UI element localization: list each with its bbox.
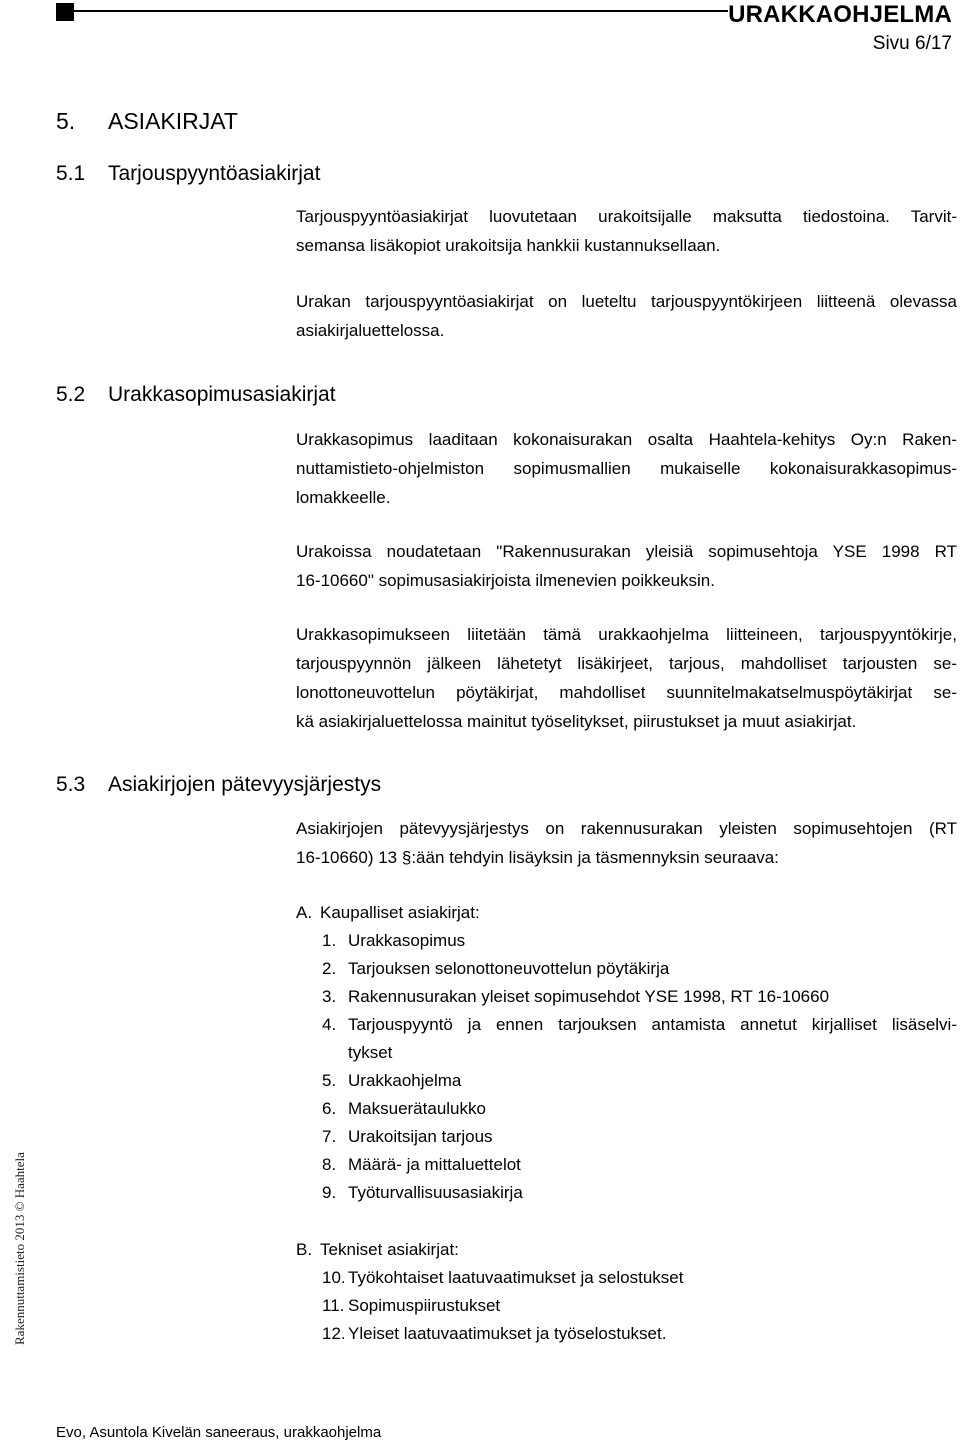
text-line: Urakoissa noudatetaan "Rakennusurakan yleisiä sopimusehtoja YSE 1998 RT: [296, 542, 957, 561]
list-item-text: Työkohtaiset laatuvaatimukset ja selostukset: [348, 1268, 684, 1287]
list-item-text: Urakkasopimus: [348, 931, 466, 950]
list-item-text: Sopimuspiirustukset: [348, 1296, 501, 1315]
list-item-number: 6.: [322, 1099, 337, 1118]
list-item: [296, 1292, 957, 1320]
list-item-text: Tarjouspyyntö ja ennen tarjouksen antamista annetut kirjalliset lisäselvi-: [348, 1015, 957, 1034]
list-item-text: Yleiset laatuvaatimukset ja työselostukset.: [348, 1324, 667, 1343]
section-title: Tarjouspyyntöasiakirjat: [108, 162, 321, 185]
text-line: Urakkasopimukseen liitetään tämä urakkaohjelma liitteineen, tarjouspyyntökirje,: [296, 625, 957, 644]
list-item: [296, 1264, 957, 1292]
text-line: semansa lisäkopiot urakoitsija hankkii kustannuksellaan.: [296, 236, 721, 255]
section-5-2-heading: [56, 383, 336, 407]
list-item-number: 9.: [322, 1183, 337, 1202]
list-item-text: Maksuerätaulukko: [348, 1099, 486, 1118]
list-group-title: Kaupalliset asiakirjat:: [320, 903, 480, 922]
list-group-title: Tekniset asiakirjat:: [320, 1240, 459, 1259]
section-title: Urakkasopimusasiakirjat: [108, 383, 336, 406]
paragraph-5-2-2: [296, 537, 957, 595]
section-number: 5.: [56, 108, 76, 134]
list-item-text: Määrä- ja mittaluettelot: [348, 1155, 521, 1174]
list-item-text: tykset: [348, 1043, 393, 1062]
section-number: 5.3: [56, 773, 86, 796]
text-line: kä asiakirjaluettelossa mainitut työselitykset, piirustukset ja muut asiakirjat.: [296, 712, 857, 731]
text-line: 16-10660) 13 §:ään tehdyin lisäyksin ja täsmennyksin seuraava:: [296, 848, 779, 867]
text-line: tarjouspyynnön jälkeen lähetetyt lisäkirjeet, tarjous, mahdolliset tarjousten se-: [296, 654, 957, 673]
paragraph-5-1-2: [296, 287, 957, 345]
list-item: [296, 1011, 957, 1039]
list-item-continuation: [296, 1039, 957, 1067]
list-item: [296, 1067, 957, 1095]
precedence-list-b: [296, 1236, 957, 1348]
text-line: lonottoneuvottelun pöytäkirjat, mahdolliset suunnitelmakatselmuspöytäkirjat se-: [296, 683, 957, 702]
section-5-1-heading: [56, 162, 320, 186]
list-group-label: B.: [296, 1240, 313, 1259]
paragraph-5-1-1: [296, 202, 957, 260]
precedence-list-a: [296, 899, 957, 1207]
list-item: [296, 1179, 957, 1207]
text-line: nuttamistieto-ohjelmiston sopimusmallien mukaiselle kokonaisurakkasopimus-: [296, 459, 957, 478]
list-group-heading: [296, 1236, 957, 1264]
list-item-number: 8.: [322, 1155, 337, 1174]
header-square-mark: [56, 3, 74, 21]
list-group-label: A.: [296, 903, 313, 922]
list-item: [296, 955, 957, 983]
page-number: Sivu 6/17: [872, 33, 952, 54]
text-line: 16-10660" sopimusasiakirjoista ilmenevien poikkeuksin.: [296, 571, 715, 590]
header-rule: [74, 10, 728, 12]
section-5-3-heading: [56, 773, 381, 797]
text-line: Asiakirjojen pätevyysjärjestys on rakennusurakan yleisten sopimusehtojen (RT: [296, 819, 957, 838]
paragraph-5-3-1: [296, 814, 957, 872]
text-line: Urakan tarjouspyyntöasiakirjat on lueteltu tarjouspyyntökirjeen liitteenä olevassa: [296, 292, 957, 311]
list-item-number: 2.: [322, 959, 337, 978]
text-line: lomakkeelle.: [296, 488, 391, 507]
list-group-heading: [296, 899, 957, 927]
list-item-number: 7.: [322, 1127, 337, 1146]
section-5-heading: [56, 108, 238, 135]
copyright-side-note: Rakennuttamistieto 2013 © Haahtela: [12, 1152, 27, 1345]
list-item-number: 10.: [322, 1268, 346, 1287]
list-item: [296, 1320, 957, 1348]
section-number: 5.2: [56, 383, 86, 406]
document-title: URAKKAOHJELMA: [728, 1, 952, 28]
section-title: Asiakirjojen pätevyysjärjestys: [108, 773, 382, 796]
list-item-number: 3.: [322, 987, 337, 1006]
list-item: [296, 1123, 957, 1151]
list-item-text: Rakennusurakan yleiset sopimusehdot YSE 1998, RT 16-10660: [348, 987, 830, 1006]
list-item-number: 4.: [322, 1015, 337, 1034]
paragraph-5-2-1: [296, 425, 957, 512]
text-line: Urakkasopimus laaditaan kokonaisurakan osalta Haahtela-kehitys Oy:n Raken-: [296, 430, 957, 449]
text-line: Tarjouspyyntöasiakirjat luovutetaan urakoitsijalle maksutta tiedostoina. Tarvit-: [296, 207, 957, 226]
list-item-text: Tarjouksen selonottoneuvottelun pöytäkirja: [348, 959, 670, 978]
text-line: asiakirjaluettelossa.: [296, 321, 445, 340]
list-item: [296, 983, 957, 1011]
list-item: [296, 1151, 957, 1179]
list-item-text: Urakoitsijan tarjous: [348, 1127, 493, 1146]
list-item-number: 5.: [322, 1071, 337, 1090]
page-footer: Evo, Asuntola Kivelän saneeraus, urakkaohjelma: [56, 1424, 382, 1441]
list-item-number: 1.: [322, 931, 337, 950]
list-item-number: 11.: [322, 1296, 345, 1315]
list-item-number: 12.: [322, 1324, 346, 1343]
section-number: 5.1: [56, 162, 86, 185]
list-item-text: Urakkaohjelma: [348, 1071, 462, 1090]
paragraph-5-2-3: [296, 620, 957, 736]
list-item-text: Työturvallisuusasiakirja: [348, 1183, 523, 1202]
list-item: [296, 1095, 957, 1123]
list-item: [296, 927, 957, 955]
section-title: ASIAKIRJAT: [108, 108, 238, 134]
